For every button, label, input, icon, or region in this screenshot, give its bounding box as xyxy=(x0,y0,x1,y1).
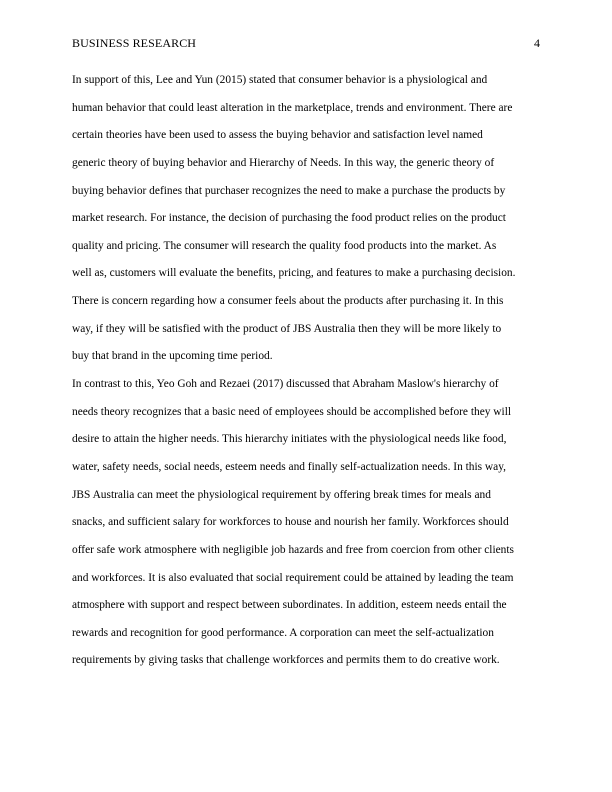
text-line: In support of this, Lee and Yun (2015) stated that consumer behavior is a physiological and xyxy=(72,74,488,86)
text-line: offer safe work atmosphere with negligible job hazards and free from coercion from other clients xyxy=(72,543,514,556)
text-line: rewards and recognition for good performance. A corporation can meet the self-actualization xyxy=(72,626,494,639)
text-line: certain theories have been used to assess the buying behavior and satisfaction level named xyxy=(72,129,483,142)
running-head: BUSINESS RESEARCH xyxy=(72,36,197,50)
text-line: buy that brand in the upcoming time period. xyxy=(72,350,273,363)
paragraph-maslow-hierarchy xyxy=(72,371,540,675)
text-line: generic theory of buying behavior and Hierarchy of Needs. In this way, the generic theory of xyxy=(72,156,495,169)
text-line: well as, customers will evaluate the benefits, pricing, and features to make a purchasing decision. xyxy=(72,267,516,280)
text-line: requirements by giving tasks that challenge workforces and permits them to do creative work. xyxy=(72,654,500,667)
text-line: way, if they will be satisfied with the product of JBS Australia then they will be more likely to xyxy=(72,322,502,335)
text-line: human behavior that could least alteration in the marketplace, trends and environment. There are xyxy=(72,101,513,114)
text-line: needs theory recognizes that a basic need of employees should be accomplished before they will xyxy=(72,405,512,418)
text-line: JBS Australia can meet the physiological requirement by offering break times for meals and xyxy=(72,488,491,501)
page-number: 4 xyxy=(534,36,540,50)
text-line: market research. For instance, the decision of purchasing the food product relies on the product xyxy=(72,212,506,225)
text-line: quality and pricing. The consumer will research the quality food products into the market. As xyxy=(72,239,497,252)
paragraph-consumer-behavior xyxy=(72,67,540,371)
text-line: atmosphere with support and respect between subordinates. In addition, esteem needs entail the xyxy=(72,599,507,612)
text-line: water, safety needs, social needs, esteem needs and finally self-actualization needs. In this way, xyxy=(72,460,507,473)
text-line: buying behavior defines that purchaser recognizes the need to make a purchase the products by xyxy=(72,184,506,197)
text-line: There is concern regarding how a consumer feels about the products after purchasing it. In this xyxy=(72,295,504,308)
text-line: snacks, and sufficient salary for workforces to house and nourish her family. Workforces should xyxy=(72,516,509,529)
text-line: desire to attain the higher needs. This hierarchy initiates with the physiological needs like food, xyxy=(72,433,507,446)
text-line: and workforces. It is also evaluated that social requirement could be attained by leading the team xyxy=(72,571,514,584)
body-text xyxy=(72,67,540,675)
text-line: In contrast to this, Yeo Goh and Rezaei (2017) discussed that Abraham Maslow's hierarchy of xyxy=(72,378,499,391)
